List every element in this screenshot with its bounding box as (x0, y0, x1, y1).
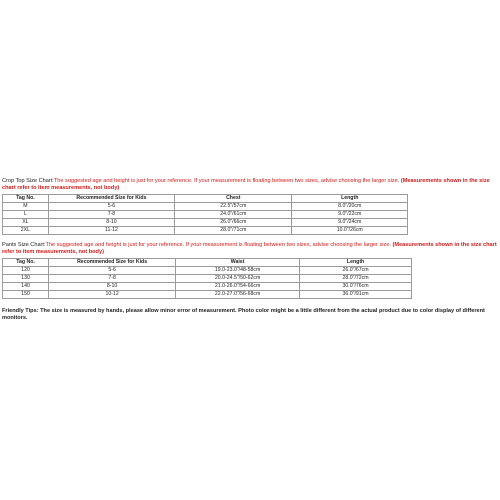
cell-waist: 22.0-27.0"/56-68cm (176, 290, 300, 298)
pants-note-bold: (Measurements shown in the size chart refer to item measurements, not body) (2, 242, 497, 256)
cell-waist: 20.0-24.5"/50-62cm (176, 274, 300, 282)
table-row (3, 202, 408, 210)
tips-text: The size is measured by hands, please allow minor error of measurement. Photo color might be a little different from the actual product due to color display of different monitors. (2, 308, 485, 321)
cell-length: 9.0"/22cm (292, 210, 408, 218)
header-tag-no: Tag No. (3, 258, 49, 266)
crop-top-note: The suggested age and height is just for your reference. If your measurement is floating between two sizes, advise choosing the larger size. (53, 178, 400, 184)
cell-tag: L (3, 210, 49, 218)
cell-waist: 21.0-26.0"/54-66cm (176, 282, 300, 290)
cell-chest: 24.0"/61cm (175, 210, 292, 218)
cell-size: 5-6 (48, 202, 174, 210)
crop-top-title: Crop Top Size Chart: (2, 178, 54, 184)
table-row (3, 226, 408, 234)
pants-note: The suggested age and height is just for your reference. If your measurement is floating between two sizes, advise choosing the larger size. (45, 242, 391, 248)
cell-length: 10.0"/26cm (292, 226, 408, 234)
cell-length: 26.0"/67cm (300, 266, 412, 274)
cell-size: 7-8 (49, 274, 176, 282)
cell-tag: 120 (3, 266, 49, 274)
table-row (3, 282, 412, 290)
cell-tag: 2XL (3, 226, 49, 234)
cell-size: 8-10 (48, 218, 174, 226)
table-header-row (3, 194, 408, 202)
cell-size: 10-12 (49, 290, 176, 298)
cell-length: 36.0"/91cm (300, 290, 412, 298)
cell-chest: 26.0"/66cm (175, 218, 292, 226)
header-recommended-size: Recommended Size for Kids (49, 258, 176, 266)
tips-label: Friendly Tips: (2, 308, 39, 314)
cell-size: 11-12 (48, 226, 174, 234)
table-row (3, 218, 408, 226)
cell-length: 8.0"/20cm (292, 202, 408, 210)
header-length: Length (292, 194, 408, 202)
cell-tag: 140 (3, 282, 49, 290)
pants-section (2, 242, 498, 299)
cell-waist: 19.0-23.0"/48-58cm (176, 266, 300, 274)
cell-length: 28.0"/72cm (300, 274, 412, 282)
header-recommended-size: Recommended Size for Kids (48, 194, 174, 202)
header-waist: Waist (176, 258, 300, 266)
cell-size: 7-8 (48, 210, 174, 218)
pants-title: Pants Size Chart: (2, 242, 46, 248)
table-row (3, 210, 408, 218)
cell-tag: M (3, 202, 49, 210)
cell-chest: 28.0"/71cm (175, 226, 292, 234)
crop-top-intro (2, 178, 498, 193)
cell-chest: 22.5"/57cm (175, 202, 292, 210)
header-length: Length (300, 258, 412, 266)
table-row (3, 266, 412, 274)
crop-top-note-bold: (Measurements shown in the size chart refer to item measurements, not body) (2, 178, 490, 192)
pants-intro (2, 242, 498, 257)
cell-length: 30.0"/76cm (300, 282, 412, 290)
cell-size: 5-6 (49, 266, 176, 274)
cell-tag: 130 (3, 274, 49, 282)
cell-tag: 150 (3, 290, 49, 298)
pants-size-table (2, 258, 412, 299)
cell-length: 9.0"/24cm (292, 218, 408, 226)
table-header-row (3, 258, 412, 266)
crop-top-section (2, 178, 498, 235)
header-tag-no: Tag No. (3, 194, 49, 202)
cell-size: 8-10 (49, 282, 176, 290)
crop-top-size-table (2, 194, 408, 235)
header-chest: Chest (175, 194, 292, 202)
friendly-tips (2, 308, 498, 322)
table-row (3, 274, 412, 282)
cell-tag: XL (3, 218, 49, 226)
table-row (3, 290, 412, 298)
